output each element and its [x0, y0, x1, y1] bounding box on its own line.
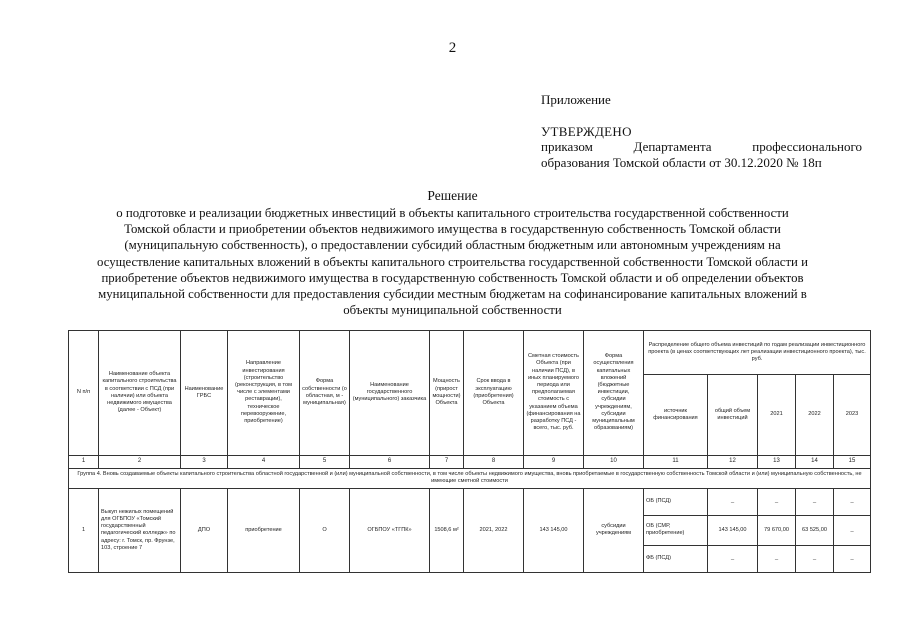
row-n: 1 [69, 488, 99, 572]
row-term: 2021, 2022 [464, 488, 524, 572]
document-subject [60, 205, 845, 318]
col-number: 6 [350, 455, 430, 468]
row-total: _ [708, 488, 758, 515]
row-y2021: _ [758, 545, 796, 572]
col-number: 13 [758, 455, 796, 468]
header-ownership: Форма собственности (о областная, м - муниципальная) [300, 331, 350, 456]
col-number: 2 [99, 455, 181, 468]
header-cost: Сметная стоимость Объекта (при наличии ПСД), в иных планируемого периода или предполагаемая стоимость с указанием объема (финансирования на разработку ПСД - всего, тыс. руб. [524, 331, 584, 456]
order-word: профессионального [752, 139, 862, 154]
col-number: 5 [300, 455, 350, 468]
order-word: Департамента [633, 139, 712, 154]
investment-table [68, 330, 871, 573]
row-source: ФБ (ПСД) [644, 545, 708, 572]
row-capacity: 1508,6 м² [430, 488, 464, 572]
page-number: 2 [448, 40, 457, 56]
subject-line: осуществление капитальных вложений в объекты капитального строительства государственной собственности Томской области и [97, 254, 808, 269]
col-number: 15 [834, 455, 871, 468]
row-y2023: _ [834, 488, 871, 515]
row-customer: ОГБПОУ «ТГПК» [350, 488, 430, 572]
row-y2022: _ [796, 545, 834, 572]
row-object-name: Выкуп нежилых помещений для ОГБПОУ «Томский государственный педагогический колледж» по адресу: г. Томск, пр. Фрунзе, 103, строение 7 [99, 488, 181, 572]
subject-line: о подготовке и реализации бюджетных инвестиций в объекты капитального строительства государственной собственности [116, 206, 789, 220]
subject-line: Томской области и приобретении объектов недвижимого имущества в государственную собственность Томской области [124, 222, 781, 237]
col-number: 4 [228, 455, 300, 468]
col-number: 10 [584, 455, 644, 468]
col-number: 9 [524, 455, 584, 468]
order-line-1 [541, 139, 862, 155]
header-capacity: Мощность (прирост мощности) Объекта [430, 331, 464, 456]
col-number: 8 [464, 455, 524, 468]
col-number: 11 [644, 455, 708, 468]
header-year-2022: 2022 [796, 375, 834, 455]
header-year-2021: 2021 [758, 375, 796, 455]
header-total: общий объем инвестиций [708, 375, 758, 455]
col-number: 12 [708, 455, 758, 468]
row-total: 143 145,00 [708, 515, 758, 545]
row-grbs: ДПО [181, 488, 228, 572]
subject-line: приобретение объектов недвижимого имущества в государственную собственность Томской области и об определении объектов [101, 270, 804, 285]
row-y2021: 79 670,00 [758, 515, 796, 545]
row-y2023: _ [834, 545, 871, 572]
header-distribution: Распределение общего объема инвестиций по годам реализации инвестиционного проекта (в ценах соответствующих лет реализации инвестиционного проекта), тыс. руб. [644, 331, 871, 375]
header-source: источник финансирования [644, 375, 708, 455]
group-row: Группа 4. Вновь создаваемые объекты капитального строительства областной государственной и (или) муниципальной собственности, в том числе объекты недвижимого имущества, вновь приобретаемые в государственную собственность Томской области и (или) муниципальную собственность, не имеющие сметной стоимости [69, 468, 871, 488]
subject-line: муниципальной собственности для предоставления субсидии местным бюджетам на софинансирование капитальных вложений в [98, 287, 807, 302]
col-number: 1 [69, 455, 99, 468]
col-number: 3 [181, 455, 228, 468]
col-number: 7 [430, 455, 464, 468]
header-grbs: Наименование ГРБС [181, 331, 228, 456]
row-source: ОБ (СМР, приобретение) [644, 515, 708, 545]
header-form: Форма осуществления капитальных вложений (бюджетные инвестиции, субсидии учреждениям, субсидии муниципальным образованиям) [584, 331, 644, 456]
row-form: субсидии учреждениям [584, 488, 644, 572]
row-direction: приобретение [228, 488, 300, 572]
row-cost: 143 145,00 [524, 488, 584, 572]
subject-line: объекты муниципальной собственности [343, 303, 562, 318]
header-n: N п/п [69, 331, 99, 456]
appendix-label: Приложение [541, 92, 611, 107]
header-object-name: Наименование объекта капитального строительства в соответствии с ПСД (при наличии) или объекта недвижимого имущества (далее - Объект) [99, 331, 181, 456]
header-year-2023: 2023 [834, 375, 871, 455]
approved-label: УТВЕРЖДЕНО [541, 124, 632, 139]
header-customer: Наименование государственного (муниципального) заказчика [350, 331, 430, 456]
row-y2023: _ [834, 515, 871, 545]
row-total: _ [708, 545, 758, 572]
header-direction: Направление инвестирования (строительство (реконструкция, в том числе с элементами реставрации), техническое перевооружение, приобретение) [228, 331, 300, 456]
row-y2021: _ [758, 488, 796, 515]
row-y2022: 63 525,00 [796, 515, 834, 545]
row-ownership: О [300, 488, 350, 572]
col-number: 14 [796, 455, 834, 468]
subject-line: (муниципальную собственность), о предоставлении субсидий областным бюджетным или автономным учреждениям на [124, 238, 781, 253]
document-title: Решение [427, 188, 478, 203]
order-line-2: образования Томской области от 30.12.2020 № 18п [541, 155, 822, 170]
order-word: приказом [541, 139, 593, 154]
header-term: Срок ввода в эксплуатацию (приобретения) Объекта [464, 331, 524, 456]
row-source: ОБ (ПСД) [644, 488, 708, 515]
row-y2022: _ [796, 488, 834, 515]
